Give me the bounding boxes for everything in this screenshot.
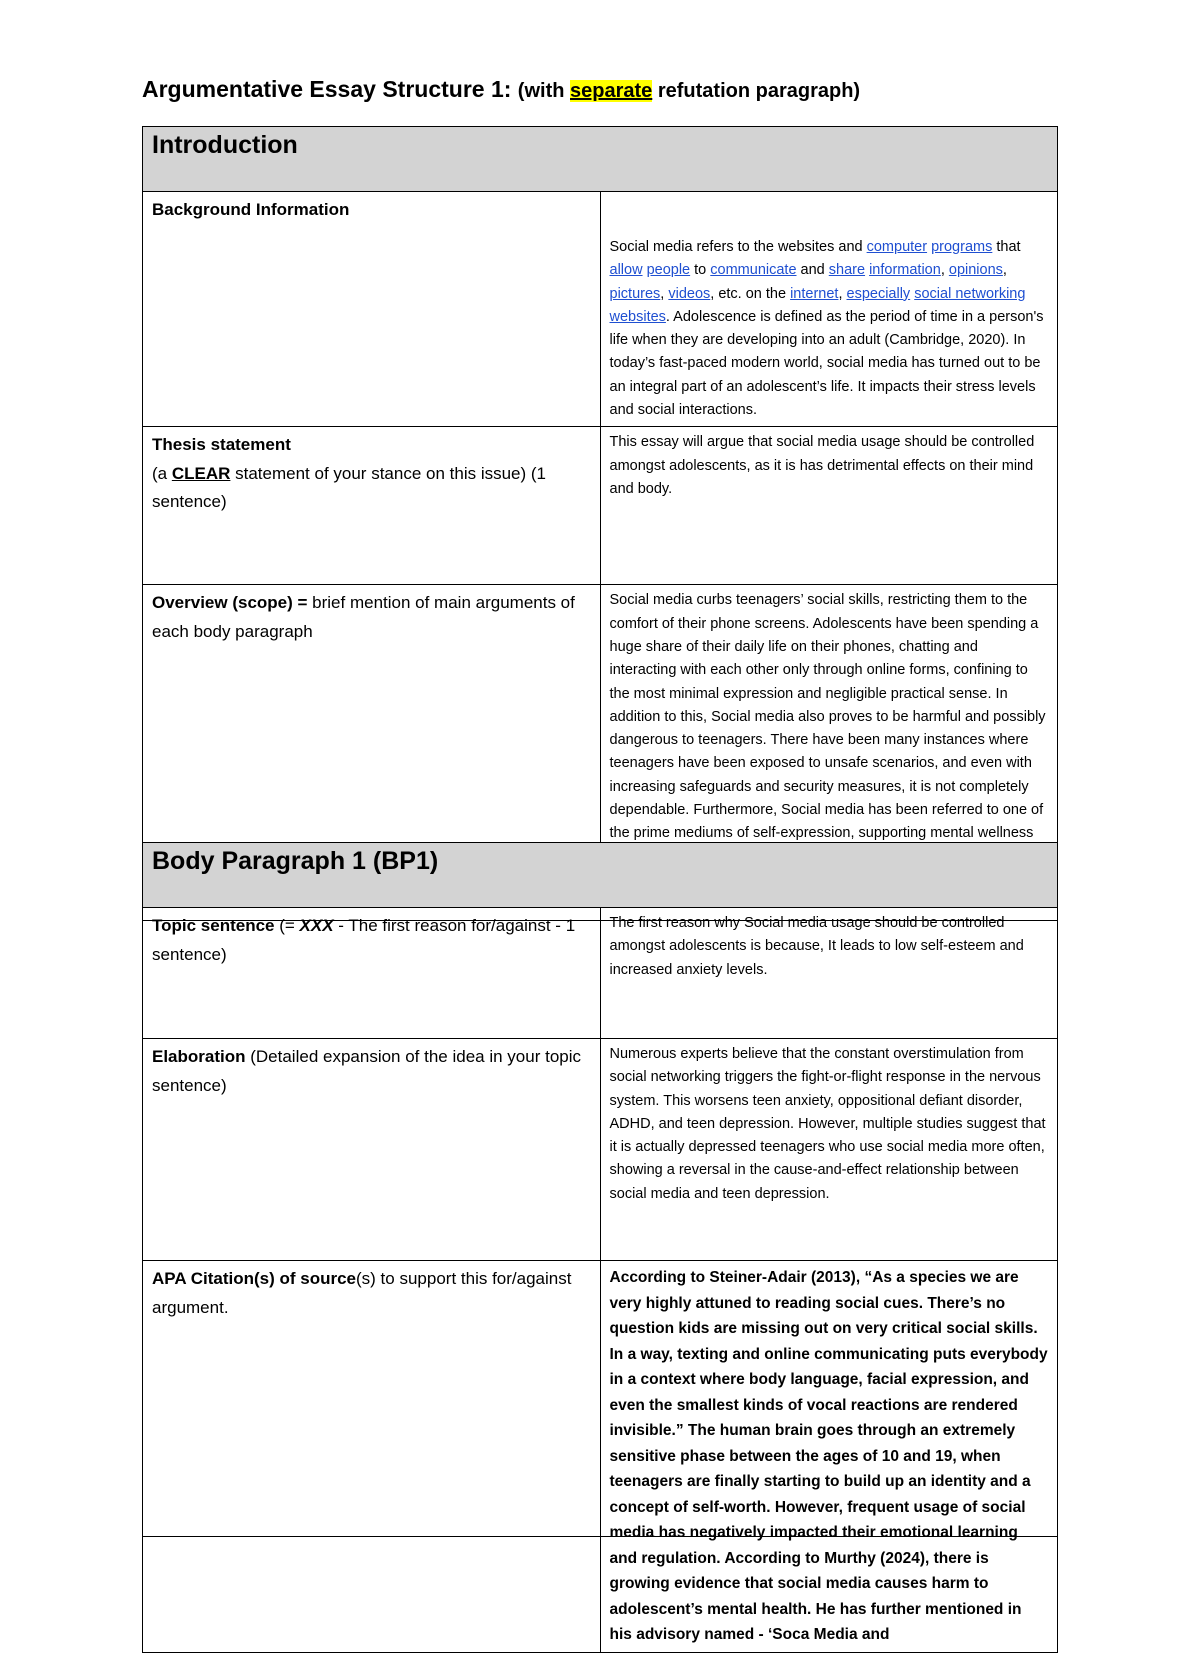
hyperlink-allow[interactable]: allow xyxy=(609,262,643,279)
introduction-table xyxy=(142,126,1058,921)
overview-scope-label: Overview (scope) = brief mention of main arguments of each body paragraph xyxy=(143,585,601,920)
hyperlink-videos[interactable]: videos xyxy=(668,285,711,302)
text-segment: to xyxy=(690,262,711,279)
elaboration-label: Elaboration (Detailed expansion of the idea in your topic sentence) xyxy=(143,1039,601,1261)
hyperlink-social-networking[interactable]: social networking xyxy=(914,285,1026,302)
hyperlink-information[interactable]: information xyxy=(869,262,941,279)
text-segment: Social media refers to the websites and xyxy=(609,239,867,255)
title-subtitle: (with separate refutation paragraph) xyxy=(517,80,861,102)
document-title xyxy=(142,76,860,103)
background-info-label: Background Information xyxy=(143,192,601,427)
title-main: Argumentative Essay Structure 1: xyxy=(142,76,512,102)
hyperlink-computer[interactable]: computer xyxy=(866,239,928,255)
introduction-heading: Introduction xyxy=(143,127,1058,192)
body-paragraph-1-table xyxy=(142,842,1058,1653)
hyperlink-internet[interactable]: internet xyxy=(790,285,839,302)
bp1-heading: Body Paragraph 1 (BP1) xyxy=(143,843,1058,908)
text-segment: , etc. on the xyxy=(710,285,791,302)
elaboration-text: Numerous experts believe that the constant overstimulation from social networking triggers the fight-or-flight response in the nervous system. This worsens teen anxiety, oppositional defiant disorder, ADHD, and teen depression. However, multiple studies suggest that it is actually depressed teenagers who use social media more often, showing a reversal in the cause-and-effect relationship between social media and teen depression. xyxy=(600,1039,1058,1261)
topic-sentence-text: The first reason why Social media usage should be controlled amongst adolescents is because, It leads to low self-esteem and increased anxiety levels. xyxy=(600,908,1058,1039)
apa-citation-text: According to Steiner-Adair (2013), “As a species we are very highly attuned to reading social cues. There’s no question kids are missing out on very critical social skills. In a way, texting and online communicating puts everybody in a context where body language, facial expression, and even the smallest kinds of vocal reactions are rendered invisible.” The human brain goes through an extremely sensitive phase between the ages of 10 and 19, when teenagers are finally starting to build up an identity and a concept of self-worth. However, frequent usage of social media has negatively impacted their emotional learning and regulation. According to Murthy (2024), there is growing evidence that social media causes harm to adolescent’s mental health. He has further mentioned in his advisory named - ‘Soca Media and xyxy=(600,1261,1058,1653)
hyperlink-pictures[interactable]: pictures xyxy=(609,285,661,302)
hyperlink-communicate[interactable]: communicate xyxy=(710,262,797,279)
text-segment: , xyxy=(1002,262,1007,279)
background-info-text xyxy=(600,192,1058,427)
hyperlink-websites[interactable]: websites xyxy=(609,308,666,325)
page-bottom-border xyxy=(142,1536,1058,1537)
highlighted-word: separate xyxy=(570,80,653,102)
hyperlink-people[interactable]: people xyxy=(646,262,691,279)
apa-citation-label: APA Citation(s) of source(s) to support this for/against argument. xyxy=(143,1261,601,1653)
topic-sentence-label: Topic sentence (= XXX - The first reason for/against - 1 sentence) xyxy=(143,908,601,1039)
thesis-statement-label: Thesis statement (a CLEAR statement of your stance on this issue) (1 sentence) xyxy=(143,427,601,585)
hyperlink-programs[interactable]: programs xyxy=(931,239,993,255)
hyperlink-share[interactable]: share xyxy=(828,262,866,279)
thesis-statement-text: This essay will argue that social media usage should be controlled amongst adolescents, as it is has detrimental effects on their mind and body. xyxy=(600,427,1058,585)
hyperlink-opinions[interactable]: opinions xyxy=(948,262,1003,279)
text-segment: , xyxy=(940,262,949,279)
text-segment: that xyxy=(992,239,1021,255)
hyperlink-especially[interactable]: especially xyxy=(846,285,911,302)
text-segment: , xyxy=(660,285,669,302)
text-segment: . Adolescence is defined as the period of time in a person's life when they are developing into an adult (Cambridge, 2020). In today’s fast-paced modern world, social media has turned out to be an integral part of an adolescent’s life. It impacts their stress levels and social interactions. xyxy=(609,308,1044,419)
overview-scope-text: Social media curbs teenagers’ social skills, restricting them to the comfort of their phone screens. Adolescents have been spending a huge share of their daily life on their phones, chatting and interacting with each other only through online forms, confining to the most minimal expression and negligible practical sense. In addition to this, Social media also proves to be harmful and possibly dangerous to teenagers. There have been many instances where teenagers have been exposed to unsafe scenarios, and even with increasing safeguards and security measures, it is not completely dependable. Furthermore, Social media has been referred to one of the prime mediums of self-expression, supporting mental wellness xyxy=(600,585,1058,920)
text-segment: , xyxy=(838,285,847,302)
text-segment: and xyxy=(796,262,829,279)
